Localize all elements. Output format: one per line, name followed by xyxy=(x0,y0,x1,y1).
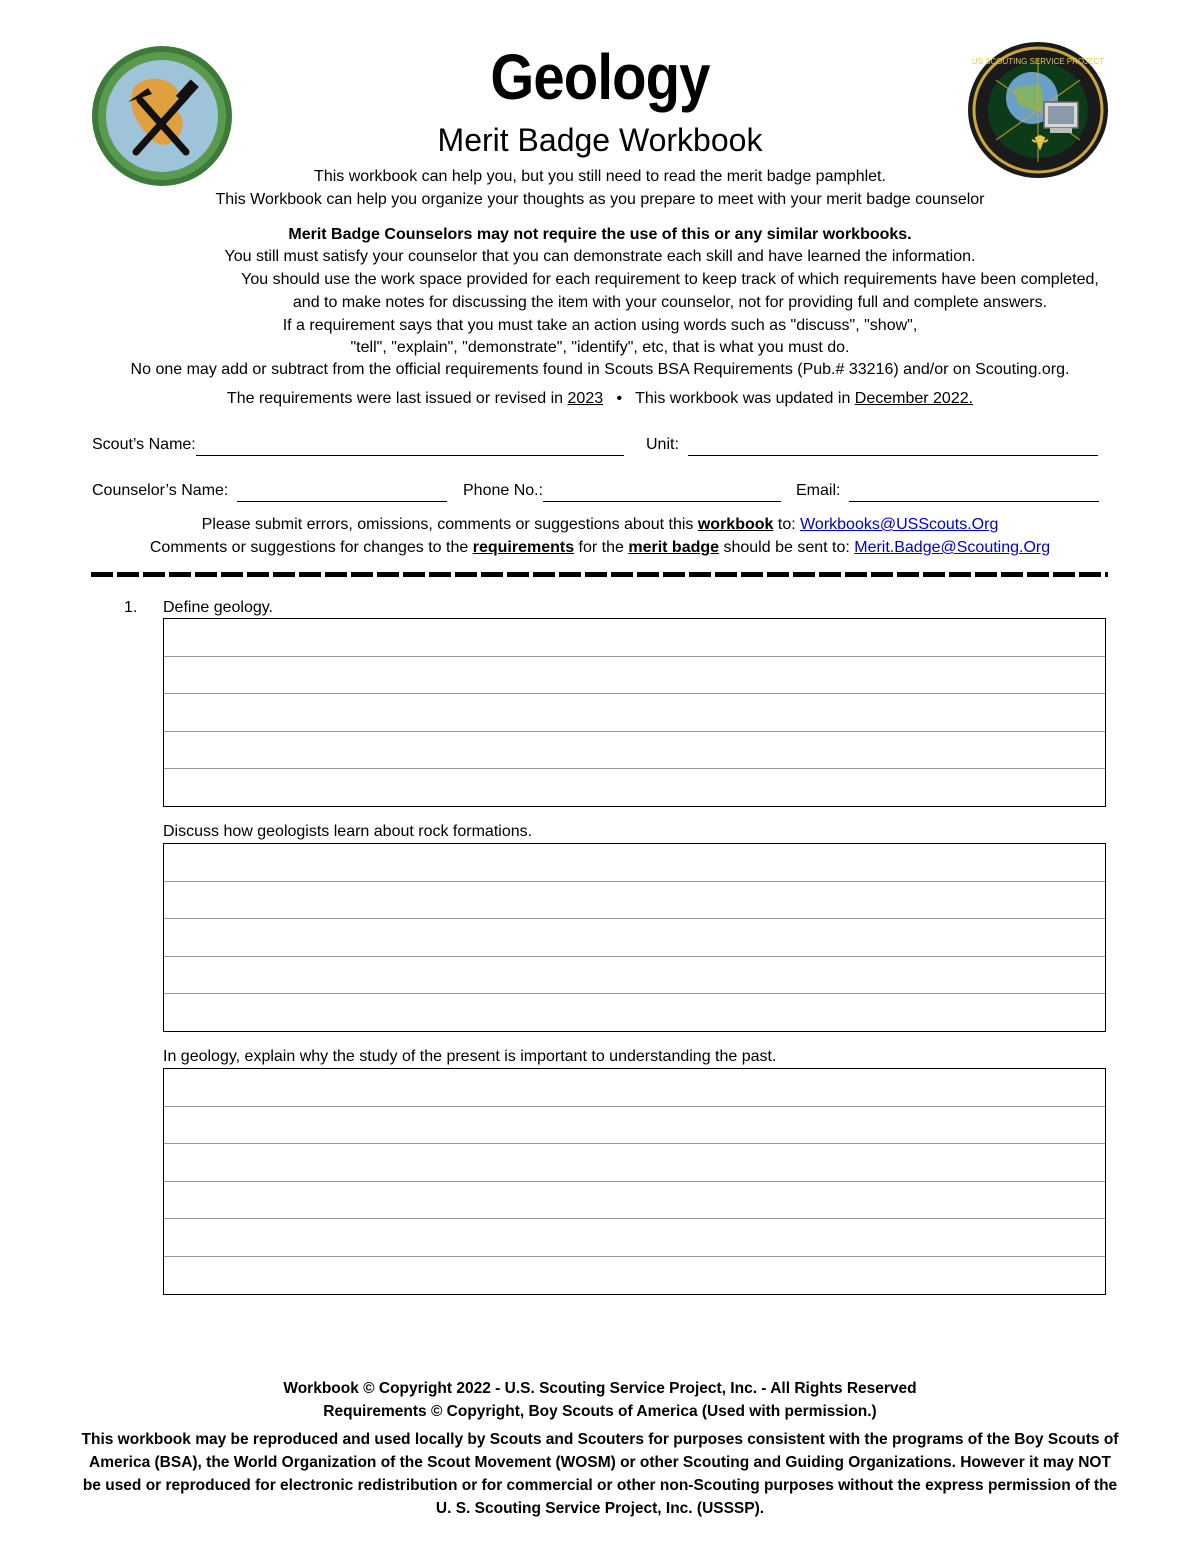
phone-blank[interactable] xyxy=(543,485,781,502)
phone-field[interactable] xyxy=(463,480,781,502)
contact-line-2 xyxy=(0,537,1200,559)
answer-line[interactable] xyxy=(164,1069,1105,1107)
answer-line[interactable] xyxy=(164,1219,1105,1257)
notice-line-2: You should use the work space provided for each requirement to keep track of which requirements have been completed, xyxy=(241,271,1099,288)
page-title: Geology xyxy=(490,41,710,113)
notice-line-5: "tell", "explain", "demonstrate", "identify", etc, that is what you must do. xyxy=(350,339,850,356)
answer-line[interactable] xyxy=(164,1182,1105,1220)
answer-line[interactable] xyxy=(164,769,1105,807)
section-divider xyxy=(91,572,1108,577)
answer-line[interactable] xyxy=(164,957,1105,995)
answer-line[interactable] xyxy=(164,1144,1105,1182)
counselor-name-label: Counselor’s Name: xyxy=(92,482,229,499)
counselor-notice: Merit Badge Counselors may not require the use of this or any similar workbooks. xyxy=(288,226,912,243)
requirement-2-text: Discuss how geologists learn about rock formations. xyxy=(163,823,533,840)
scout-name-field[interactable] xyxy=(92,434,624,456)
answer-line[interactable] xyxy=(164,1257,1105,1295)
intro-line-1: This workbook can help you, but you still need to read the merit badge pamphlet. xyxy=(314,168,886,185)
contact-line2-mid2: should be sent to: xyxy=(719,539,855,556)
unit-field[interactable] xyxy=(646,434,1098,456)
answer-line[interactable] xyxy=(164,994,1105,1032)
page-subtitle: Merit Badge Workbook xyxy=(437,122,763,158)
updated-prefix: This workbook was updated in xyxy=(635,390,855,407)
footer-copyright-2: Requirements © Copyright, Boy Scouts of America (Used with permission.) xyxy=(323,1403,877,1420)
notice-line-3: and to make notes for discussing the item with your counselor, not for providing full and complete answers. xyxy=(292,294,1048,311)
email-label: Email: xyxy=(796,482,841,499)
answer-box-1[interactable] xyxy=(163,618,1106,807)
scout-name-blank[interactable] xyxy=(196,439,624,456)
answer-box-3[interactable] xyxy=(163,1068,1106,1295)
footer-copyright-1: Workbook © Copyright 2022 - U.S. Scouting Service Project, Inc. - All Rights Reserved xyxy=(283,1380,917,1397)
unit-blank[interactable] xyxy=(688,439,1098,456)
contact-line-1 xyxy=(0,514,1200,536)
notice-line-1: You still must satisfy your counselor that you can demonstrate each skill and have learned the information. xyxy=(224,248,976,265)
issued-year: 2023 xyxy=(567,390,604,407)
requirement-1-text: Define geology. xyxy=(163,599,273,616)
footer-usage: This workbook may be reproduced and used locally by Scouts and Scouters for purposes consistent with the programs of the Boy Scouts of America (BSA), the World Organization of the Scout Movement (WOSM) or other Scouting and Guiding Organizations. However it may NOT be used or reproduced for electronic redistribution or for commercial or other non-Scouting purposes without the express permission of the U. S. Scouting Service Project, Inc. (USSSP). xyxy=(81,1431,1119,1517)
contact-line1-bold: workbook xyxy=(697,516,774,533)
scout-name-label: Scout’s Name: xyxy=(92,436,196,453)
contact-line1-prefix: Please submit errors, omissions, comments or suggestions about this xyxy=(201,516,698,533)
contact-line2-bold1: requirements xyxy=(472,539,575,556)
contact-line1-mid: to: xyxy=(773,516,801,533)
usssp-logo-text: US SCOUTING SERVICE PROJECT xyxy=(971,57,1105,66)
answer-line[interactable] xyxy=(164,1107,1105,1145)
notice-line-6: No one may add or subtract from the official requirements found in Scouts BSA Requirements (Pub.# 33216) and/or on Scouting.org. xyxy=(130,361,1070,378)
contact-line2-bold2: merit badge xyxy=(628,539,720,556)
notice-line-4: If a requirement says that you must take an action using words such as "discuss", "show", xyxy=(282,317,918,334)
answer-line[interactable] xyxy=(164,657,1105,695)
bullet-separator: • xyxy=(616,390,623,407)
email-field[interactable] xyxy=(796,480,1099,502)
unit-label: Unit: xyxy=(646,436,679,453)
requirement-3-text: In geology, explain why the study of the present is important to understanding the past. xyxy=(163,1048,777,1065)
contact-line2-prefix: Comments or suggestions for changes to the xyxy=(149,539,473,556)
counselor-name-blank[interactable] xyxy=(237,485,447,502)
revision-info xyxy=(0,388,1200,410)
answer-line[interactable] xyxy=(164,694,1105,732)
answer-box-2[interactable] xyxy=(163,843,1106,1032)
workbooks-email-link[interactable]: Workbooks@USScouts.Org xyxy=(800,516,999,533)
merit-badge-email-link[interactable]: Merit.Badge@Scouting.Org xyxy=(854,539,1051,556)
answer-line[interactable] xyxy=(164,619,1105,657)
answer-line[interactable] xyxy=(164,919,1105,957)
answer-line[interactable] xyxy=(164,844,1105,882)
phone-label: Phone No.: xyxy=(463,482,544,499)
updated-date: December 2022. xyxy=(854,390,974,407)
answer-line[interactable] xyxy=(164,732,1105,770)
answer-line[interactable] xyxy=(164,882,1105,920)
issued-prefix: The requirements were last issued or revised in xyxy=(226,390,568,407)
email-blank[interactable] xyxy=(849,485,1099,502)
intro-line-2: This Workbook can help you organize your thoughts as you prepare to meet with your merit badge counselor xyxy=(215,191,985,208)
counselor-name-field[interactable] xyxy=(92,480,447,502)
contact-line2-mid: for the xyxy=(574,539,629,556)
requirement-1-number: 1. xyxy=(124,599,138,616)
